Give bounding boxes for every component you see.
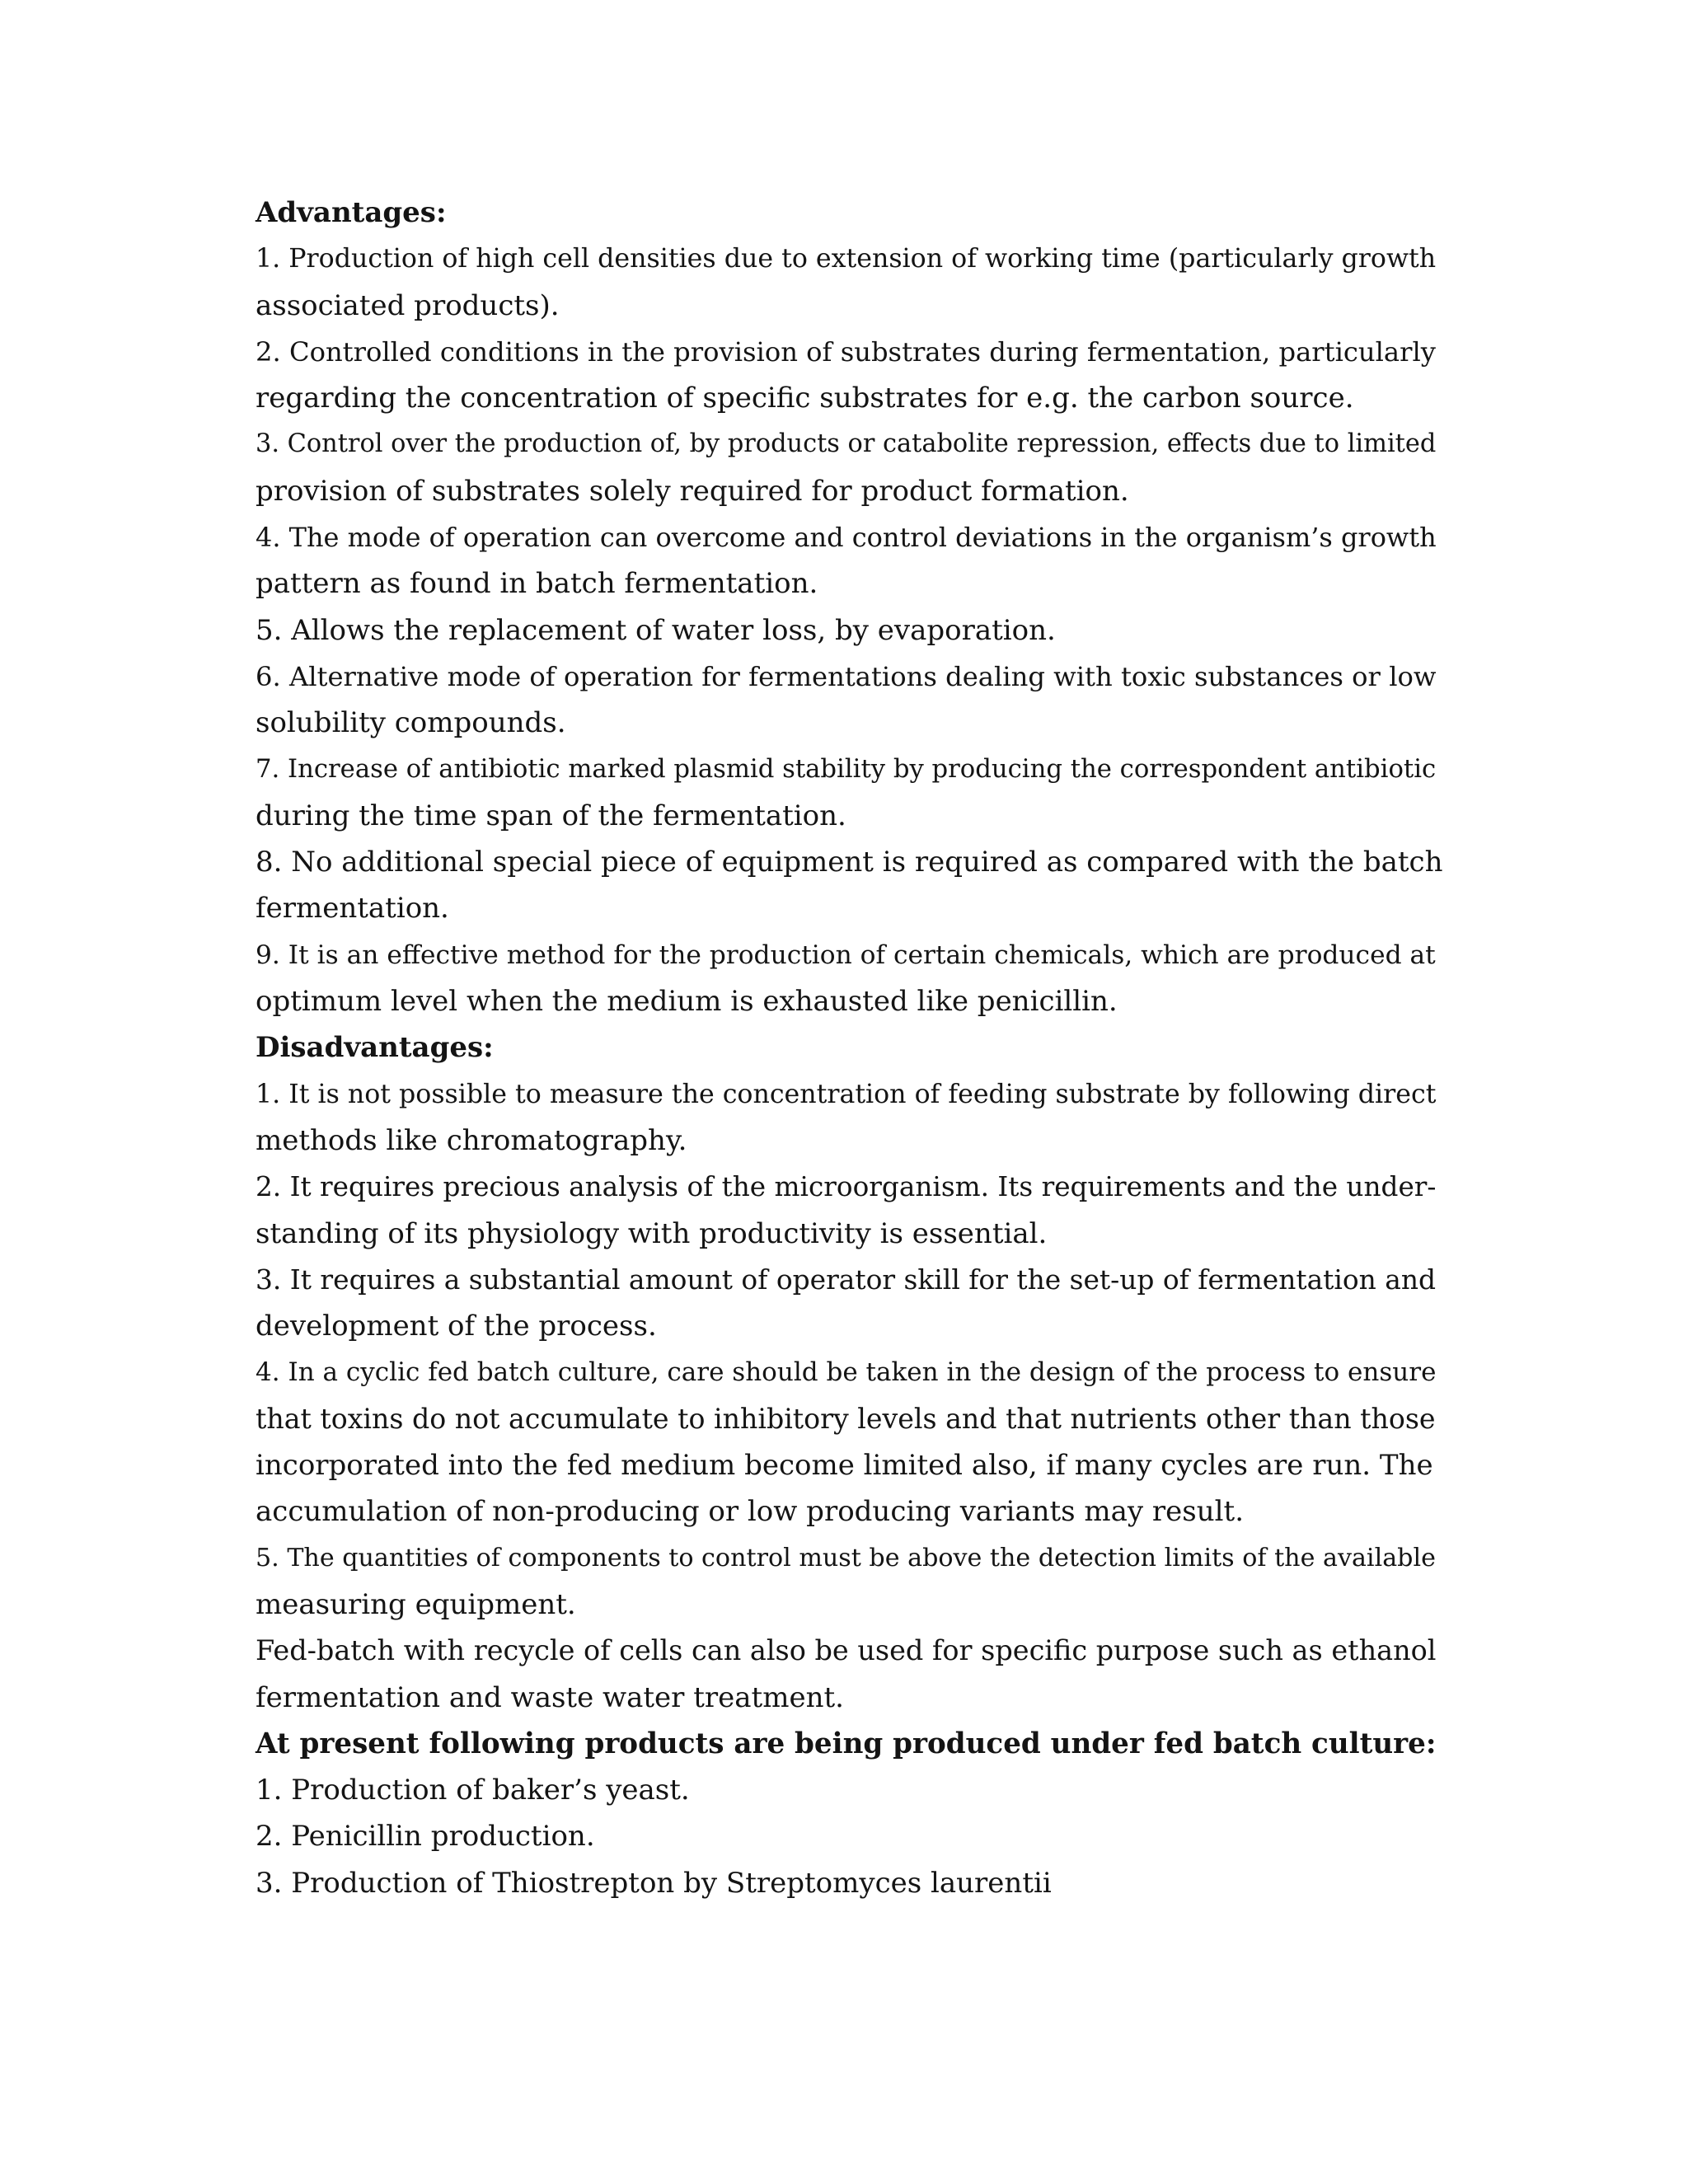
disadvantages-line: standing of its physiology with productivity is essential. <box>256 1216 1048 1250</box>
advantages-line: 6. Alternative mode of operation for fermentations dealing with toxic substances or low <box>256 660 1437 692</box>
advantages-line: 1. Production of high cell densities due to extension of working time (particularly growth <box>256 244 1437 274</box>
disadvantages-line: methods like chromatography. <box>256 1123 687 1157</box>
advantages-line: during the time span of the fermentation. <box>256 799 846 832</box>
disadvantages-line: incorporated into the fed medium become limited also, if many cycles are run. The <box>256 1449 1433 1483</box>
document-page <box>256 190 1442 1906</box>
disadvantages-line: fermentation and waste water treatment. <box>256 1680 844 1714</box>
advantages-line: 7. Increase of antibiotic marked plasmid stability by producing the correspondent antibiotic <box>256 754 1437 784</box>
products-heading: At present following products are being produced under fed batch culture: <box>256 1727 1437 1760</box>
disadvantages-line: measuring equipment. <box>256 1587 576 1621</box>
advantages-heading: Advantages: <box>256 196 447 229</box>
products-line: 2. Penicillin production. <box>256 1820 595 1854</box>
disadvantages-line: 4. In a cyclic fed batch culture, care should be taken in the design of the process to ensure <box>256 1357 1437 1388</box>
disadvantages-line: Fed-batch with recycle of cells can also be used for specific purpose such as ethanol <box>256 1634 1437 1667</box>
advantages-line: optimum level when the medium is exhausted like penicillin. <box>256 985 1118 1019</box>
advantages-line: 4. The mode of operation can overcome and control deviations in the organism’s growth <box>256 522 1437 554</box>
advantages-line: fermentation. <box>256 892 449 926</box>
disadvantages-line: 2. It requires precious analysis of the microorganism. Its requirements and the under- <box>256 1171 1437 1203</box>
disadvantages-line: accumulation of non-producing or low producing variants may result. <box>256 1495 1244 1529</box>
products-line: 1. Production of baker’s yeast. <box>256 1774 690 1807</box>
advantages-line: associated products). <box>256 288 560 322</box>
disadvantages-heading: Disadvantages: <box>256 1031 494 1065</box>
disadvantages-line: 5. The quantities of components to control must be above the detection limits of the available <box>256 1543 1436 1572</box>
advantages-line: 3. Control over the production of, by products or catabolite repression, effects due to limited <box>256 429 1437 459</box>
advantages-line: provision of substrates solely required for product formation. <box>256 474 1129 508</box>
advantages-line: 8. No additional special piece of equipment is required as compared with the batch <box>256 846 1443 879</box>
disadvantages-line: that toxins do not accumulate to inhibitory levels and that nutrients other than those <box>256 1402 1436 1435</box>
disadvantages-line: 3. It requires a substantial amount of operator skill for the set-up of fermentation and <box>256 1263 1437 1296</box>
advantages-line: solubility compounds. <box>256 706 566 740</box>
advantages-line: 5. Allows the replacement of water loss, by evaporation. <box>256 613 1056 647</box>
advantages-line: regarding the concentration of specific substrates for e.g. the carbon source. <box>256 382 1354 415</box>
advantages-line: pattern as found in batch fermentation. <box>256 567 818 601</box>
advantages-line: 2. Controlled conditions in the provision of substrates during fermentation, particularly <box>256 335 1436 368</box>
advantages-line: 9. It is an effective method for the production of certain chemicals, which are produced at <box>256 940 1436 970</box>
disadvantages-line: development of the process. <box>256 1310 657 1343</box>
disadvantages-line: 1. It is not possible to measure the concentration of feeding substrate by following direct <box>256 1079 1437 1109</box>
products-line: 3. Production of Thiostrepton by Streptomyces laurentii <box>256 1866 1052 1900</box>
